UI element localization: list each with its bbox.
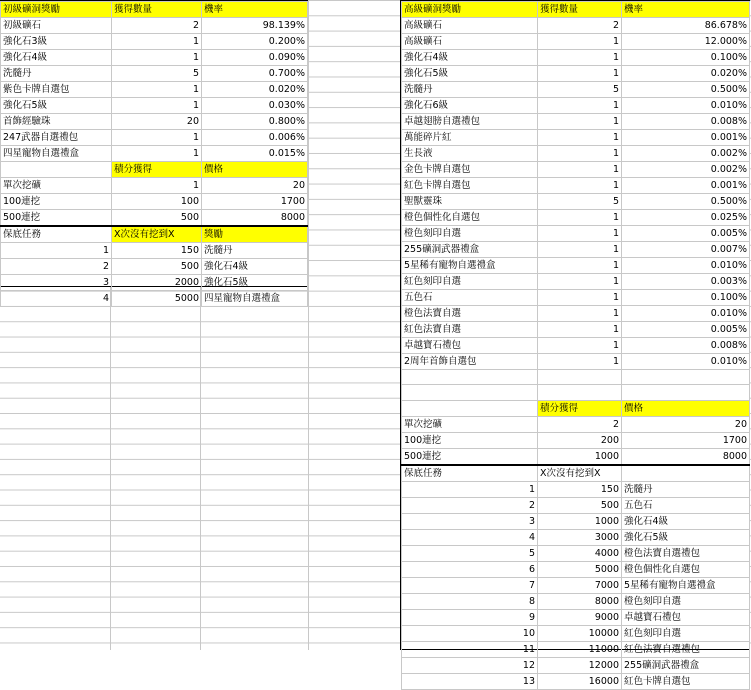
cell[interactable]: 五色石: [402, 290, 538, 306]
cell[interactable]: 紅色卡牌自選包: [622, 673, 750, 689]
cell[interactable]: 1: [538, 338, 622, 354]
cell[interactable]: 1: [538, 178, 622, 194]
cell[interactable]: 紅色卡牌自選包: [402, 178, 538, 194]
guarantee-row: [402, 561, 750, 577]
cell[interactable]: 2: [1, 259, 112, 275]
cell[interactable]: 橙色法寶自選: [402, 306, 538, 322]
cell[interactable]: 單次挖礦: [402, 416, 538, 432]
cell[interactable]: 86.678%: [622, 18, 750, 34]
cell[interactable]: 0.200%: [202, 34, 308, 50]
cell[interactable]: 紫色卡牌自選包: [1, 82, 112, 98]
cell[interactable]: 金色卡牌自選包: [402, 162, 538, 178]
cell[interactable]: 11000: [538, 641, 622, 657]
table-row: [1, 18, 308, 34]
cell[interactable]: 11: [402, 641, 538, 657]
cell[interactable]: 0.002%: [622, 146, 750, 162]
cell[interactable]: 0.020%: [202, 82, 308, 98]
table-row: [1, 50, 308, 66]
cell[interactable]: 紅色刻印自選: [402, 274, 538, 290]
table-row: [402, 130, 750, 146]
table-row: [402, 322, 750, 338]
cell[interactable]: 0.010%: [622, 258, 750, 274]
cell[interactable]: 12: [402, 657, 538, 673]
cell[interactable]: 255礦洞武器禮盒: [402, 242, 538, 258]
table-row: [402, 226, 750, 242]
guarantee-row: [402, 529, 750, 545]
cost-header-row: [402, 400, 750, 416]
header-probability[interactable]: 機率: [202, 2, 308, 18]
cell[interactable]: 500: [112, 210, 202, 227]
cell[interactable]: 1: [538, 146, 622, 162]
guarantee-row: [402, 673, 750, 689]
cell[interactable]: 強化石4級: [622, 513, 750, 529]
cell[interactable]: 1: [538, 130, 622, 146]
cell[interactable]: 1: [538, 354, 622, 370]
cell[interactable]: 卓越翅膀自選禮包: [402, 114, 538, 130]
cell[interactable]: 0.015%: [202, 146, 308, 162]
cell[interactable]: 5: [538, 194, 622, 210]
cell[interactable]: 0.025%: [622, 210, 750, 226]
cell[interactable]: 強化石5級: [1, 98, 112, 114]
header-guarantee-task[interactable]: 保底任務: [1, 226, 112, 243]
cell[interactable]: 1: [1, 243, 112, 259]
cell[interactable]: 150: [538, 481, 622, 497]
cell[interactable]: 0.100%: [622, 290, 750, 306]
table-row: [1, 98, 308, 114]
cell[interactable]: 1000: [538, 448, 622, 465]
header-points[interactable]: 積分獲得: [112, 162, 202, 178]
cell[interactable]: 強化石4級: [202, 259, 308, 275]
cell[interactable]: 紅色法寶自選: [402, 322, 538, 338]
cost-row: [1, 178, 308, 194]
cell[interactable]: 強化石5級: [402, 66, 538, 82]
cell[interactable]: 1: [538, 226, 622, 242]
table-row: [402, 354, 750, 370]
header-price[interactable]: 價格: [622, 400, 750, 416]
cell[interactable]: 10: [402, 625, 538, 641]
cell[interactable]: 10000: [538, 625, 622, 641]
guarantee-row: [1, 275, 308, 291]
cell[interactable]: 255礦洞武器禮盒: [622, 657, 750, 673]
table-header-row: [1, 2, 308, 18]
header-x-times[interactable]: X次沒有挖到X: [112, 226, 202, 243]
cell[interactable]: 卓越寶石禮包: [622, 609, 750, 625]
guarantee-row: [402, 657, 750, 673]
cell[interactable]: 0.007%: [622, 242, 750, 258]
cell[interactable]: 1: [538, 50, 622, 66]
header-quantity[interactable]: 獲得數量: [112, 2, 202, 18]
table-header-row: [402, 2, 750, 18]
cell[interactable]: 強化石5級: [202, 275, 308, 291]
empty-row: [402, 370, 750, 385]
cell[interactable]: 3: [1, 275, 112, 291]
table-row: [402, 258, 750, 274]
header-guarantee-task[interactable]: 保底任務: [402, 465, 538, 482]
cell[interactable]: 橙色刻印自選: [402, 226, 538, 242]
cell[interactable]: 150: [112, 243, 202, 259]
empty-row: [402, 385, 750, 400]
cell[interactable]: 100: [112, 194, 202, 210]
cell[interactable]: 8000: [538, 593, 622, 609]
blank-cell[interactable]: [622, 465, 750, 482]
cell[interactable]: 9000: [538, 609, 622, 625]
table-row: [1, 146, 308, 162]
cell[interactable]: 2: [112, 18, 202, 34]
cell[interactable]: 0.500%: [622, 194, 750, 210]
table-row: [1, 66, 308, 82]
cell[interactable]: 1: [112, 178, 202, 194]
cell[interactable]: 紅色法寶自選禮包: [622, 641, 750, 657]
cell[interactable]: 首飾經驗珠: [1, 114, 112, 130]
cell[interactable]: 247武器自選禮包: [1, 130, 112, 146]
header-price[interactable]: 價格: [202, 162, 308, 178]
cell[interactable]: 高級礦石: [402, 18, 538, 34]
cell[interactable]: 聖獸靈珠: [402, 194, 538, 210]
cell[interactable]: 2周年首飾自選包: [402, 354, 538, 370]
cell[interactable]: 98.139%: [202, 18, 308, 34]
table-row: [402, 210, 750, 226]
cell[interactable]: 500: [112, 259, 202, 275]
cell[interactable]: 強化石5級: [622, 529, 750, 545]
cell[interactable]: 3: [402, 513, 538, 529]
cost-header-row: [1, 162, 308, 178]
cell[interactable]: 5星稀有寵物自選禮盒: [402, 258, 538, 274]
cell[interactable]: 橙色刻印自選: [622, 593, 750, 609]
cell[interactable]: 13: [402, 673, 538, 689]
cell[interactable]: 500: [538, 497, 622, 513]
cell[interactable]: 橙色個性化自選包: [402, 210, 538, 226]
cell[interactable]: 16000: [538, 673, 622, 689]
cell[interactable]: 四星寵物自選禮盒: [1, 146, 112, 162]
cost-row: [402, 416, 750, 432]
cell[interactable]: 100連挖: [1, 194, 112, 210]
cell[interactable]: 洗髓丹: [202, 243, 308, 259]
cell[interactable]: 9: [402, 609, 538, 625]
guarantee-row: [402, 497, 750, 513]
cell[interactable]: 2: [402, 497, 538, 513]
cell[interactable]: 7: [402, 577, 538, 593]
header-reward[interactable]: 獎勵: [202, 226, 308, 243]
cell[interactable]: 四星寵物自選禮盒: [202, 291, 308, 307]
cell[interactable]: 1: [538, 290, 622, 306]
cell[interactable]: 500連挖: [402, 448, 538, 465]
cell[interactable]: 4000: [538, 545, 622, 561]
table-row: [402, 290, 750, 306]
cell[interactable]: 4: [402, 529, 538, 545]
cell[interactable]: 1: [538, 274, 622, 290]
table-row: [402, 338, 750, 354]
table-row: [1, 130, 308, 146]
guarantee-row: [402, 545, 750, 561]
cell[interactable]: 洗髓丹: [1, 66, 112, 82]
cell[interactable]: 7000: [538, 577, 622, 593]
header-reward[interactable]: 高級礦洞獎勵: [402, 2, 538, 18]
table-row: [1, 82, 308, 98]
advanced-mine-table: [400, 0, 750, 687]
cell[interactable]: 1000: [538, 513, 622, 529]
table-row: [402, 146, 750, 162]
guarantee-row: [1, 243, 308, 259]
table-row: [402, 306, 750, 322]
cell[interactable]: 12000: [538, 657, 622, 673]
cell[interactable]: 1: [402, 481, 538, 497]
guarantee-row: [402, 625, 750, 641]
table-row: [402, 194, 750, 210]
table-row: [402, 178, 750, 194]
table-row: [402, 18, 750, 34]
cell[interactable]: 1700: [622, 432, 750, 448]
guarantee-row: [1, 291, 308, 307]
cell[interactable]: 0.500%: [622, 82, 750, 98]
cost-row: [402, 448, 750, 465]
cost-row: [402, 432, 750, 448]
cell[interactable]: 0.003%: [622, 274, 750, 290]
cell[interactable]: 1: [538, 306, 622, 322]
cell[interactable]: 5: [402, 545, 538, 561]
cell[interactable]: 1700: [202, 194, 308, 210]
cell[interactable]: 0.005%: [622, 322, 750, 338]
cell[interactable]: 12.000%: [622, 34, 750, 50]
cell[interactable]: 3000: [538, 529, 622, 545]
cell[interactable]: 6: [402, 561, 538, 577]
cell[interactable]: 20: [622, 416, 750, 432]
cell[interactable]: 0.008%: [622, 114, 750, 130]
cell[interactable]: 0.030%: [202, 98, 308, 114]
guarantee-row: [402, 513, 750, 529]
cell[interactable]: 1: [538, 258, 622, 274]
cell[interactable]: 萬能碎片紅: [402, 130, 538, 146]
cell[interactable]: 洗髓丹: [402, 82, 538, 98]
cell[interactable]: 200: [538, 432, 622, 448]
cell[interactable]: 卓越寶石禮包: [402, 338, 538, 354]
guarantee-row: [402, 593, 750, 609]
cell[interactable]: 0.001%: [622, 178, 750, 194]
cell[interactable]: 1: [112, 82, 202, 98]
guarantee-row: [402, 609, 750, 625]
cell[interactable]: 5: [112, 66, 202, 82]
cost-row: [1, 194, 308, 210]
cell[interactable]: 1: [538, 210, 622, 226]
cell[interactable]: 1: [538, 242, 622, 258]
cell[interactable]: 1: [538, 66, 622, 82]
cell[interactable]: 1: [112, 146, 202, 162]
basic-mine-reward-table: [0, 1, 308, 307]
cell[interactable]: 1: [112, 50, 202, 66]
cell[interactable]: 8000: [202, 210, 308, 227]
cell[interactable]: 單次挖礦: [1, 178, 112, 194]
cell[interactable]: 1: [112, 130, 202, 146]
cell[interactable]: 20: [202, 178, 308, 194]
cell[interactable]: 1: [538, 322, 622, 338]
cell[interactable]: 紅色刻印自選: [622, 625, 750, 641]
cell[interactable]: 5星稀有寵物自選禮盒: [622, 577, 750, 593]
grid-column-line: [308, 0, 309, 650]
cell[interactable]: 4: [1, 291, 112, 307]
table-row: [402, 66, 750, 82]
cell[interactable]: 五色石: [622, 497, 750, 513]
guarantee-row: [402, 577, 750, 593]
cell[interactable]: 1: [538, 114, 622, 130]
cell[interactable]: 生長液: [402, 146, 538, 162]
cost-row: [1, 210, 308, 227]
header-x-times[interactable]: X次沒有挖到X: [538, 465, 622, 482]
cell[interactable]: 0.001%: [622, 130, 750, 146]
cell[interactable]: 強化石4級: [1, 50, 112, 66]
header-reward[interactable]: 初級礦洞獎勵: [1, 2, 112, 18]
table-row: [402, 34, 750, 50]
cell[interactable]: 橙色法寶自選禮包: [622, 545, 750, 561]
cell[interactable]: 1: [538, 34, 622, 50]
cell[interactable]: 5: [538, 82, 622, 98]
cell[interactable]: 0.090%: [202, 50, 308, 66]
table-row: [402, 82, 750, 98]
cell[interactable]: 2: [538, 18, 622, 34]
table-row: [1, 34, 308, 50]
cell[interactable]: 0.005%: [622, 226, 750, 242]
cell[interactable]: 洗髓丹: [622, 481, 750, 497]
cell[interactable]: 0.010%: [622, 306, 750, 322]
guarantee-row: [402, 481, 750, 497]
cell[interactable]: 0.002%: [622, 162, 750, 178]
cell[interactable]: 1: [112, 98, 202, 114]
cell[interactable]: 0.800%: [202, 114, 308, 130]
cell[interactable]: 初級礦石: [1, 18, 112, 34]
cell[interactable]: 橙色個性化自選包: [622, 561, 750, 577]
cell[interactable]: 8000: [622, 448, 750, 465]
cell[interactable]: 2000: [112, 275, 202, 291]
table-row: [402, 274, 750, 290]
table-row: [402, 162, 750, 178]
cell[interactable]: 0.020%: [622, 66, 750, 82]
basic-mine-table: [0, 0, 308, 304]
cell[interactable]: 0.006%: [202, 130, 308, 146]
blank-cell[interactable]: [1, 162, 112, 178]
table-row: [402, 242, 750, 258]
cell[interactable]: 1: [538, 162, 622, 178]
header-points[interactable]: 積分獲得: [538, 400, 622, 416]
cell[interactable]: 5000: [538, 561, 622, 577]
header-probability[interactable]: 機率: [622, 2, 750, 18]
table-row: [402, 114, 750, 130]
cell[interactable]: 強化石6級: [402, 98, 538, 114]
guarantee-header-row: [1, 226, 308, 243]
table-row: [402, 98, 750, 114]
cell[interactable]: 高級礦石: [402, 34, 538, 50]
cell[interactable]: 0.010%: [622, 98, 750, 114]
cell[interactable]: 2: [538, 416, 622, 432]
cell[interactable]: 0.100%: [622, 50, 750, 66]
guarantee-header-row: [402, 465, 750, 482]
cell[interactable]: 5000: [112, 291, 202, 307]
table-row: [1, 114, 308, 130]
cell[interactable]: 500連挖: [1, 210, 112, 227]
guarantee-row: [402, 641, 750, 657]
cell[interactable]: 20: [112, 114, 202, 130]
cell[interactable]: 強化石3級: [1, 34, 112, 50]
header-quantity[interactable]: 獲得數量: [538, 2, 622, 18]
cell[interactable]: 1: [112, 34, 202, 50]
cell[interactable]: 0.008%: [622, 338, 750, 354]
cell[interactable]: 8: [402, 593, 538, 609]
cell[interactable]: 1: [538, 98, 622, 114]
table-row: [402, 50, 750, 66]
blank-cell[interactable]: [402, 400, 538, 416]
cell[interactable]: 0.010%: [622, 354, 750, 370]
advanced-mine-reward-table: [401, 1, 750, 690]
guarantee-row: [1, 259, 308, 275]
cell[interactable]: 0.700%: [202, 66, 308, 82]
cell[interactable]: 100連挖: [402, 432, 538, 448]
cell[interactable]: 強化石4級: [402, 50, 538, 66]
